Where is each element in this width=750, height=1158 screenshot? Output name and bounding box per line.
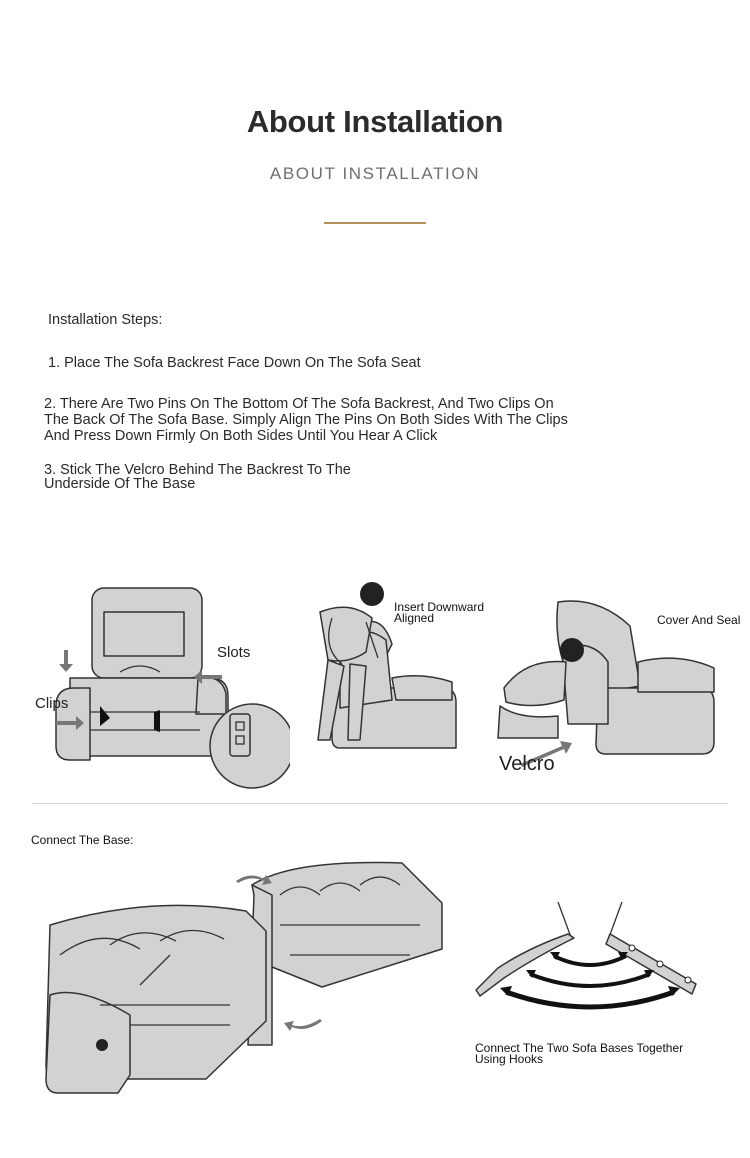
step-3-line-1: 3. Stick The Velcro Behind The Backrest To The <box>44 462 351 478</box>
cover-seal-label: Cover And Seal <box>657 613 741 627</box>
step-3-line-2: Underside Of The Base <box>44 476 196 492</box>
insert-label-line-1: Insert Downward <box>394 600 485 614</box>
section-divider <box>32 803 728 804</box>
slots-label: Slots <box>217 644 251 661</box>
step-2-line-2: The Back Of The Sofa Base. Simply Align The Pins On Both Sides With The Clips <box>44 412 568 428</box>
step-2-line-1: 2. There Are Two Pins On The Bottom Of The Sofa Backrest, And Two Clips On <box>44 396 554 412</box>
step-2-line-3: And Press Down Firmly On Both Sides Until You Hear A Click <box>44 428 438 444</box>
clips-label: Clips <box>35 695 69 712</box>
page-title: About Installation <box>246 104 504 139</box>
recliner-clips-illustration <box>30 580 290 790</box>
step-3 <box>44 463 404 491</box>
insert-label-line-2: Aligned <box>394 611 435 625</box>
sofa-bases-illustration <box>40 855 452 1100</box>
accent-divider <box>324 222 426 224</box>
hooks-connection-illustration <box>470 900 702 1010</box>
steps-heading: Installation Steps: <box>48 312 163 328</box>
connect-heading: Connect The Base: <box>31 833 134 847</box>
step-1: 1. Place The Sofa Backrest Face Down On The Sofa Seat <box>48 355 421 371</box>
page-subtitle: ABOUT INSTALLATION <box>269 164 481 183</box>
hooks-caption <box>475 1043 683 1065</box>
velcro-label: Velcro <box>499 753 555 775</box>
hooks-caption-line-2: Using Hooks <box>475 1052 544 1066</box>
insert-label <box>394 602 484 624</box>
hooks-caption-line-1: Connect The Two Sofa Bases Together <box>475 1041 684 1055</box>
step-2 <box>44 396 604 444</box>
